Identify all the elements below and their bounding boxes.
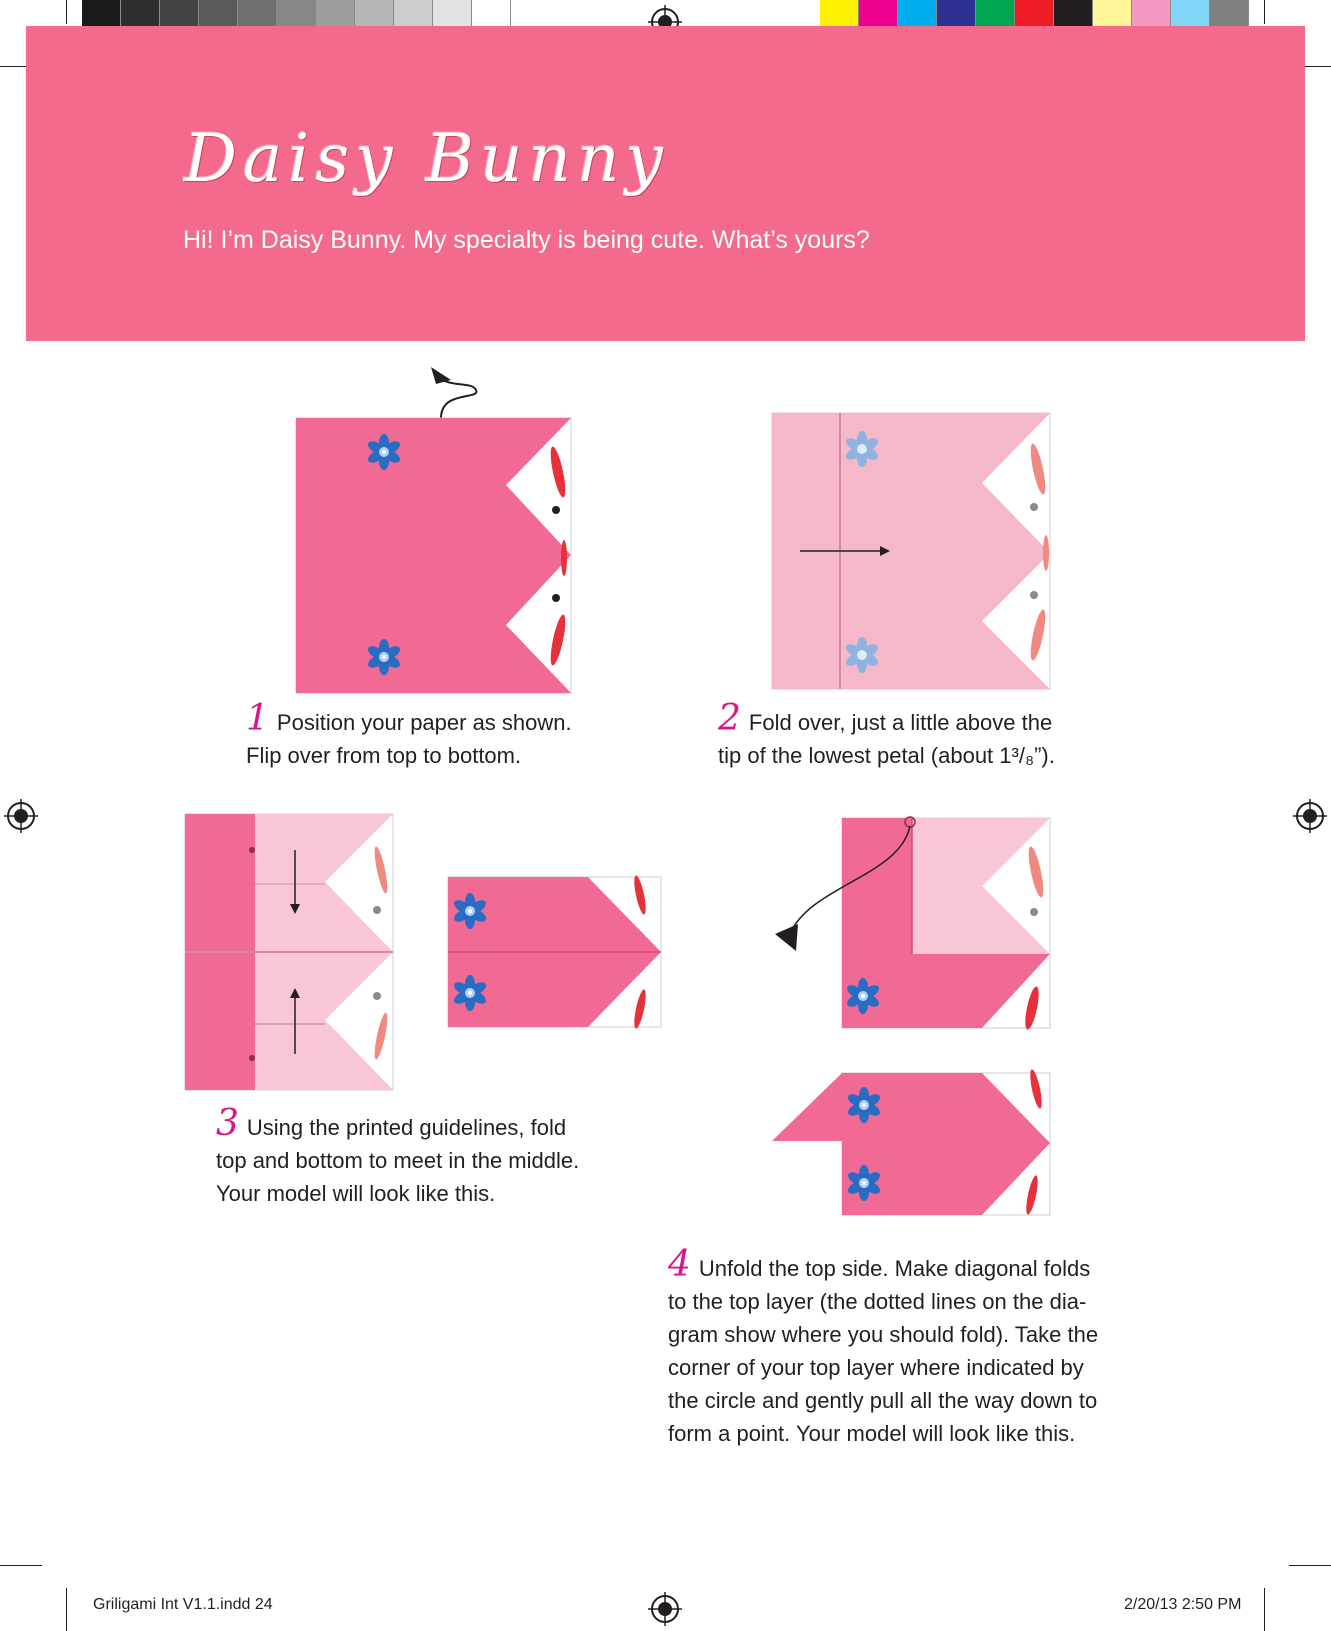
page-title: Daisy Bunny	[184, 120, 669, 197]
step-text: Position your paper as shown.	[276, 710, 572, 735]
step-1-diagram	[296, 360, 586, 695]
step-number: 3	[216, 1103, 239, 1144]
step-4-diagram-result	[772, 1071, 1052, 1216]
footer-timestamp: 2/20/13 2:50 PM	[1124, 1596, 1242, 1613]
crop-mark	[1264, 0, 1265, 24]
step-3-caption	[216, 1103, 580, 1210]
step-number: 4	[668, 1244, 691, 1285]
crop-mark	[66, 1588, 67, 1631]
registration-mark-icon	[1293, 799, 1327, 833]
step-text: corner of your top layer where indicated by	[668, 1355, 1084, 1380]
step-text: the circle and gently pull all the way down to	[668, 1388, 1098, 1413]
step-4-caption	[668, 1244, 1099, 1450]
step-text: gram show where you should fold). Take the	[668, 1322, 1099, 1347]
step-number: 1	[246, 698, 269, 739]
step-text: Flip over from top to bottom.	[246, 743, 522, 768]
step-3-diagram-guidelines	[185, 814, 395, 1092]
crop-mark	[1264, 1588, 1265, 1631]
step-text: to the top layer (the dotted lines on the dia-	[668, 1289, 1087, 1314]
step-text: Using the printed guidelines, fold	[246, 1115, 567, 1140]
crop-mark	[66, 0, 67, 24]
step-4-diagram-unfold	[770, 816, 1060, 1031]
step-text: Your model will look like this.	[216, 1181, 496, 1206]
step-2-diagram	[772, 413, 1052, 691]
registration-mark-icon	[648, 1592, 682, 1626]
step-2-caption	[718, 698, 1055, 772]
step-1-caption	[246, 698, 572, 772]
step-text: tip of the lowest petal (about 1³/₈”).	[718, 743, 1055, 768]
step-text: top and bottom to meet in the middle.	[216, 1148, 580, 1173]
registration-mark-icon	[4, 799, 38, 833]
step-text: Fold over, just a little above the	[748, 710, 1053, 735]
step-3-diagram-result	[448, 877, 663, 1029]
crop-mark	[0, 1565, 42, 1566]
step-number: 2	[718, 698, 741, 739]
step-text: Unfold the top side. Make diagonal folds	[698, 1256, 1091, 1281]
page-subtitle: Hi! I’m Daisy Bunny. My specialty is being cute. What’s yours?	[183, 226, 870, 254]
fold-arrow-icon	[431, 367, 476, 418]
footer-file-info: Griligami Int V1.1.indd 24	[93, 1596, 273, 1613]
crop-mark	[1289, 1565, 1331, 1566]
step-text: form a point. Your model will look like this.	[668, 1421, 1076, 1446]
